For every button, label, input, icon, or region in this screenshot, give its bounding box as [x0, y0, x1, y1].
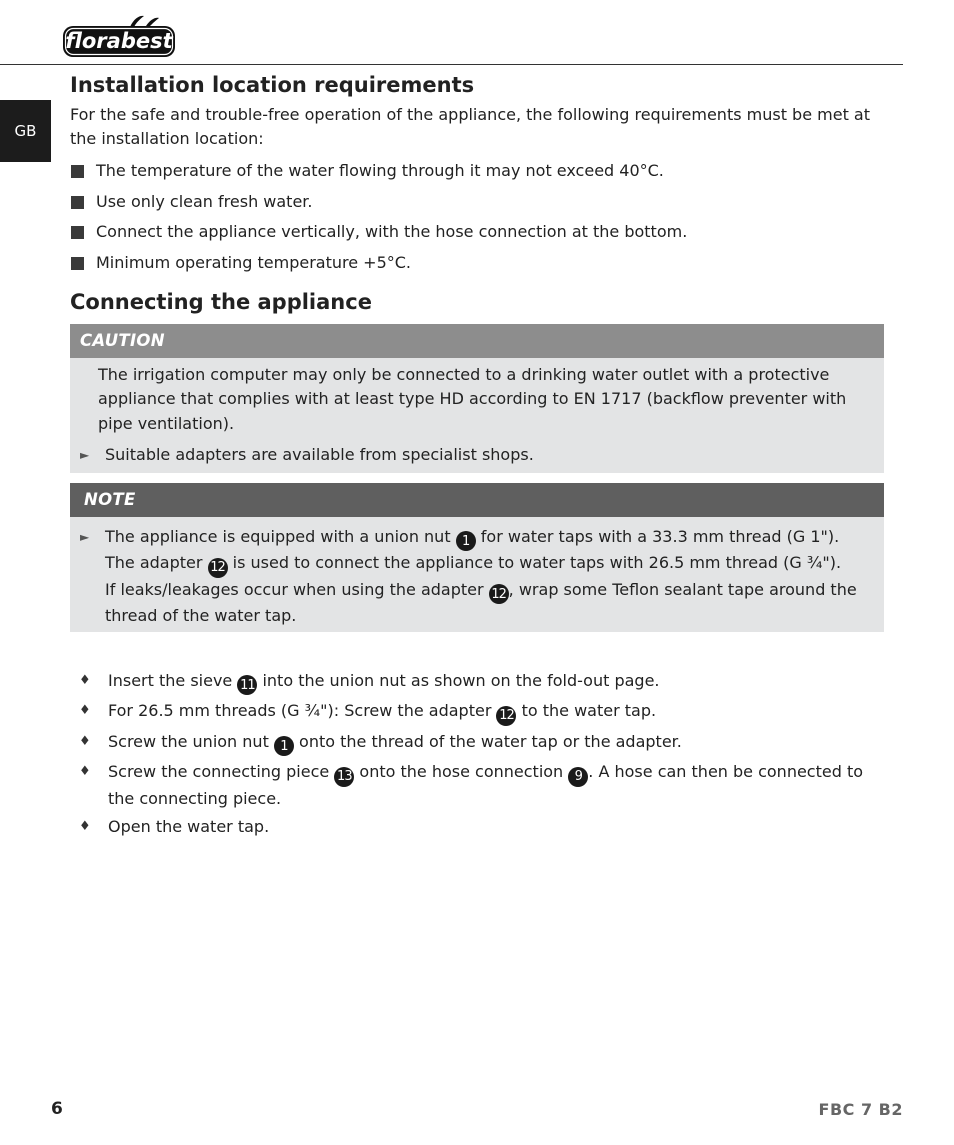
part-number-badge: 12 [496, 706, 516, 726]
part-number-badge: 9 [568, 767, 588, 787]
caution-arrow-item: ► Suitable adapters are available from specialist shops. [80, 443, 874, 470]
part-number-badge: 13 [334, 767, 354, 787]
list-item: The temperature of the water flowing through it may not exceed 40°C. [70, 159, 884, 183]
caution-header [70, 324, 884, 358]
square-bullet-icon [71, 196, 84, 209]
note-box [70, 483, 884, 632]
arrow-bullet-icon: ► [80, 529, 90, 544]
language-label: GB [14, 122, 37, 140]
diamond-bullet-icon: ♦ [79, 703, 91, 718]
installation-intro: For the safe and trouble-free operation of the appliance, the following requirements must be met at the installation location: [70, 105, 871, 148]
list-item: ♦ For 26.5 mm threads (G ¾"): Screw the adapter 12 to the water tap. [70, 699, 884, 726]
requirements-list [70, 159, 884, 275]
list-item: ♦ Screw the union nut 1 onto the thread of the water tap or the adapter. [70, 730, 884, 757]
part-number-badge: 12 [489, 584, 509, 604]
svg-text:florabest: florabest [65, 29, 173, 53]
diamond-bullet-icon: ♦ [79, 818, 91, 834]
note-header [70, 483, 884, 517]
caution-label: CAUTION [80, 331, 165, 350]
note-label: NOTE [84, 490, 136, 509]
list-item: Connect the appliance vertically, with the hose connection at the bottom. [70, 220, 884, 244]
list-item: Minimum operating temperature +5°C. [70, 251, 884, 275]
model-number: FBC 7 B2 [818, 1100, 903, 1119]
section-heading-connecting: Connecting the appliance [70, 289, 372, 314]
list-item: Use only clean fresh water. [70, 190, 884, 214]
list-item: ♦ Screw the connecting piece 13 onto the hose connection 9 . A hose can then be connected to the connecting piece. [79, 762, 864, 808]
diamond-bullet-icon: ♦ [79, 733, 91, 749]
square-bullet-icon [71, 257, 84, 270]
note-line-1: The appliance is equipped with a union nut 1 for water taps with a 33.3 mm thread (G 1"). [105, 525, 874, 552]
diamond-bullet-icon: ♦ [79, 764, 91, 779]
note-line-2: The adapter 12 is used to connect the appliance to water taps with 26.5 mm thread (G ¾"). [105, 551, 874, 578]
section-heading-installation: Installation location requirements [70, 73, 475, 97]
part-number-badge: 1 [456, 531, 476, 551]
diamond-bullet-icon: ♦ [79, 672, 91, 688]
caution-box [70, 324, 884, 473]
note-arrow-item [80, 525, 874, 629]
caution-body [70, 358, 884, 473]
steps-list [70, 669, 884, 839]
language-tab [0, 100, 51, 162]
page-number: 6 [51, 1099, 63, 1119]
part-number-badge: 12 [208, 558, 228, 578]
florabest-logo [60, 14, 178, 58]
note-line-3: If leaks/leakages occur when using the adapter 12 , wrap some Teflon sealant tape around the thread of the water tap. [105, 579, 857, 625]
part-number-badge: 11 [237, 675, 257, 695]
part-number-badge: 1 [274, 736, 294, 756]
caution-text: The irrigation computer may only be connected to a drinking water outlet with a protective appliance that complies with at least type HD according to EN 1717 (backflow preventer with pipe ventilation). [98, 364, 847, 433]
list-item: ♦ Open the water tap. [70, 815, 884, 839]
note-body [70, 517, 884, 632]
page-content [70, 70, 884, 843]
list-item: ♦ Insert the sieve 11 into the union nut as shown on the fold-out page. [70, 669, 884, 696]
square-bullet-icon [71, 165, 84, 178]
square-bullet-icon [71, 226, 84, 239]
header-rule [0, 64, 903, 65]
arrow-bullet-icon: ► [80, 448, 90, 462]
